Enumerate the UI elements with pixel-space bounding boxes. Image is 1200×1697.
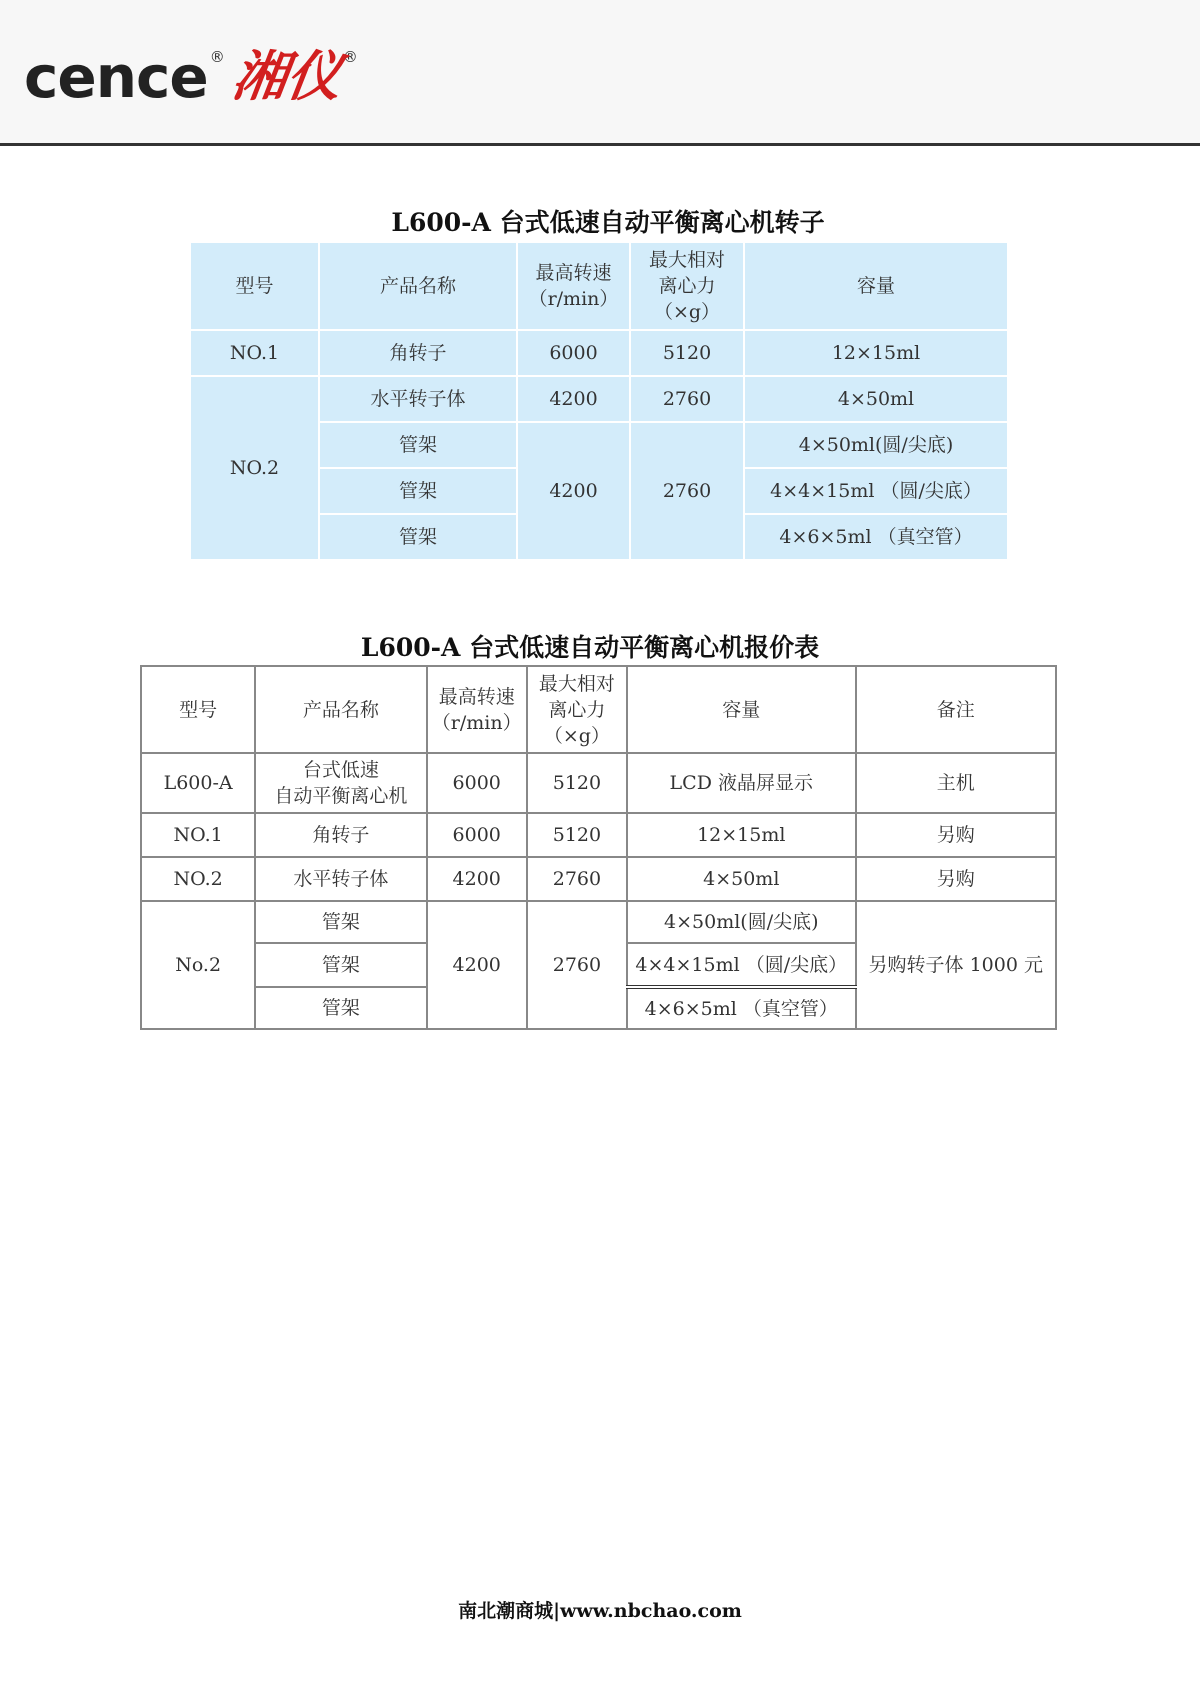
cell-name: 管架 [255,943,426,987]
logo-latin-text: cence [24,43,208,111]
header-model: 型号 [190,242,319,330]
header-force-line1: 最大相对 [648,249,725,271]
header-force [527,666,627,753]
cell-force-group: 2760 [527,901,627,1029]
header-capacity: 容量 [744,242,1008,330]
cell-capacity: 4×50ml [744,376,1008,422]
rotor-table-title: L600-A 台式低速自动平衡离心机转子 [391,208,825,237]
header-model: 型号 [141,666,255,753]
header-speed-line2: （r/min） [431,711,522,734]
cell-capacity: 4×4×15ml （圆/尖底） [627,943,855,987]
price-table-title: L600-A 台式低速自动平衡离心机报价表 [360,633,820,662]
cell-speed: 4200 [427,857,527,901]
cell-model: NO.1 [190,330,319,376]
cell-speed-group: 4200 [517,422,630,560]
header-force [630,242,744,330]
footer-text: 南北潮商城|www.nbchao.com [458,1600,742,1622]
cell-name: 管架 [319,514,517,560]
cell-capacity: 4×6×5ml （真空管） [627,987,855,1029]
table-row [141,901,1056,943]
cell-name-line2: 自动平衡离心机 [274,785,408,807]
cell-speed-group: 4200 [427,901,527,1029]
cell-remark: 主机 [856,753,1056,813]
header-force-line3: （×g） [543,724,610,747]
cell-capacity: 4×6×5ml （真空管） [744,514,1008,560]
table-row [190,330,1008,376]
cell-force: 5120 [527,753,627,813]
price-table [140,665,1057,1030]
cell-speed: 4200 [517,376,630,422]
cell-name-line1: 台式低速 [302,759,379,781]
table-header-row [141,666,1056,753]
cell-force: 5120 [630,330,744,376]
cell-name: 角转子 [255,813,426,857]
cell-model: NO.2 [141,857,255,901]
cell-name: 管架 [255,901,426,943]
cell-capacity: LCD 液晶屏显示 [627,753,855,813]
logo-chinese-text: 湘仪 [228,45,346,108]
header-speed [517,242,630,330]
cell-force: 5120 [527,813,627,857]
cell-model-group: NO.2 [190,376,319,560]
header-speed [427,666,527,753]
header-speed-line1: 最高转速 [438,685,515,708]
header-force-line3: （×g） [653,301,721,323]
page-header [0,0,1200,146]
cell-remark-group: 另购转子体 1000 元 [856,901,1056,1029]
cell-model: L600-A [141,753,255,813]
cell-model: NO.1 [141,813,255,857]
cell-model-group: No.2 [141,901,255,1029]
cell-capacity: 4×50ml [627,857,855,901]
cell-force: 2760 [527,857,627,901]
cell-speed: 6000 [427,753,527,813]
table-header-row [190,242,1008,330]
brand-logo [24,44,358,114]
cell-capacity: 12×15ml [744,330,1008,376]
header-force-line1: 最大相对 [538,672,615,695]
cell-capacity: 12×15ml [627,813,855,857]
logo-registered-mark-2: ® [342,48,358,66]
cell-name: 管架 [319,468,517,514]
cell-capacity: 4×4×15ml （圆/尖底） [744,468,1008,514]
cell-name: 管架 [255,987,426,1029]
header-remark: 备注 [856,666,1056,753]
header-capacity: 容量 [627,666,855,753]
rotor-table [189,241,1009,561]
cell-name [255,753,426,813]
cell-name: 管架 [319,422,517,468]
cell-name: 水平转子体 [255,857,426,901]
header-name: 产品名称 [255,666,426,753]
header-speed-line2: （r/min） [528,288,619,310]
cell-name: 角转子 [319,330,517,376]
header-name: 产品名称 [319,242,517,330]
cell-force: 2760 [630,376,744,422]
cell-speed: 6000 [427,813,527,857]
header-speed-line1: 最高转速 [535,262,612,284]
table-row [190,376,1008,422]
cell-remark: 另购 [856,857,1056,901]
table-row [141,857,1056,901]
cell-name: 水平转子体 [319,376,517,422]
table-row [141,813,1056,857]
logo-registered-mark: ® [209,48,225,66]
header-force-line2: 离心力 [548,698,606,721]
cell-capacity: 4×50ml(圆/尖底) [627,901,855,943]
cell-force-group: 2760 [630,422,744,560]
header-force-line2: 离心力 [658,275,716,297]
cell-remark: 另购 [856,813,1056,857]
cell-capacity: 4×50ml(圆/尖底) [744,422,1008,468]
cell-speed: 6000 [517,330,630,376]
table-row [141,753,1056,813]
